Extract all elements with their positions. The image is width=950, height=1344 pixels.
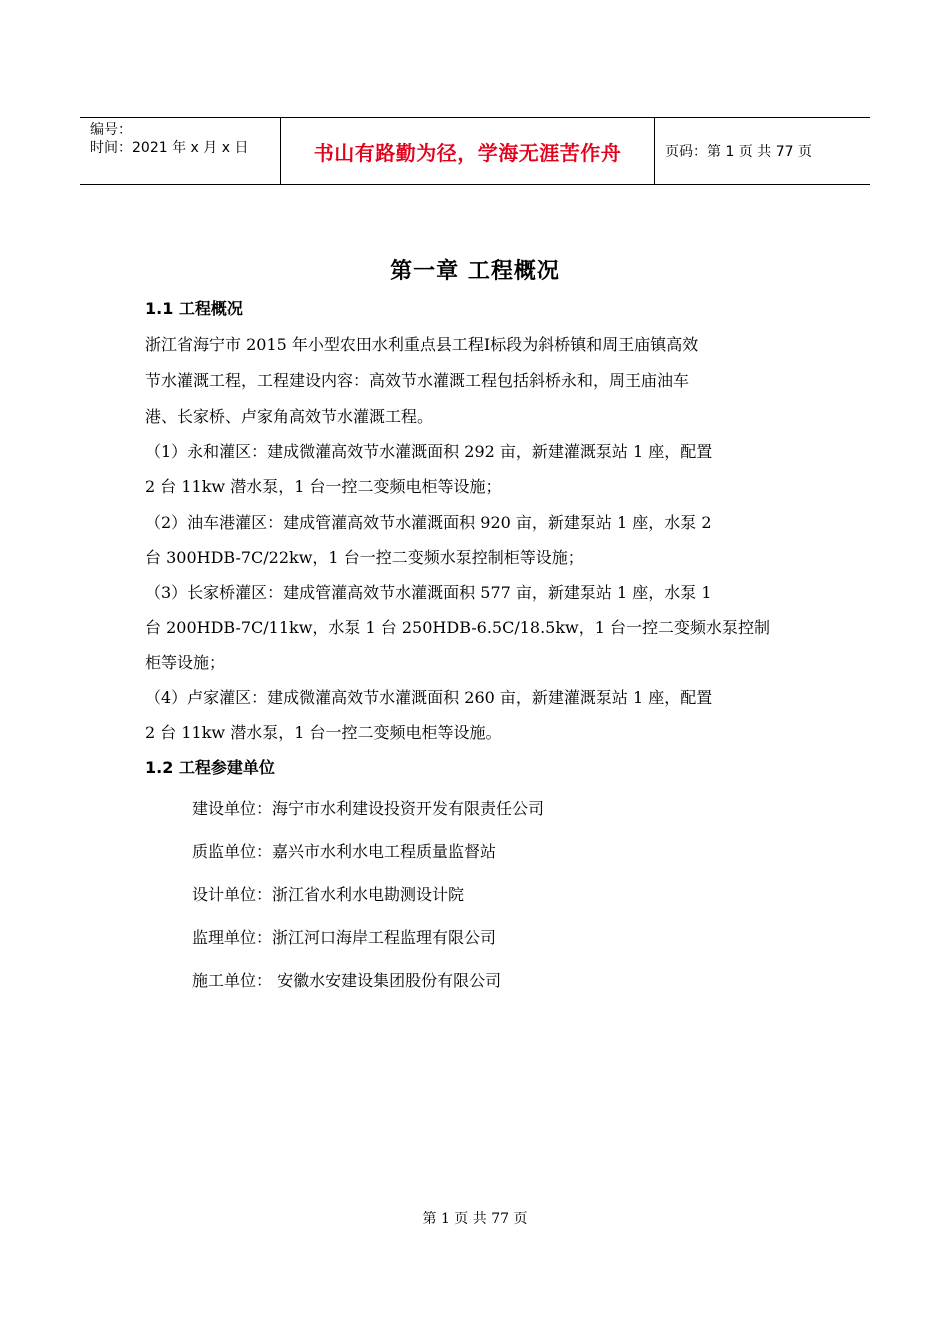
body-line: 浙江省海宁市 2015 年小型农田水利重点县工程Ⅰ标段为斜桥镇和周王庙镇高效 <box>145 335 699 354</box>
body-line: 2 台 11kw 潜水泵，1 台一控二变频电柜等设施。 <box>145 723 502 742</box>
header-motto: 书山有路勤为径，学海无涯苦作舟 <box>281 118 655 184</box>
unit-design: 设计单位：浙江省水利水电勘测设计院 <box>192 885 465 904</box>
unit-contractor: 施工单位： 安徽水安建设集团股份有限公司 <box>192 971 502 990</box>
body-line: （3）长家桥灌区：建成管灌高效节水灌溉面积 577 亩，新建泵站 1 座，水泵 1 <box>145 583 712 602</box>
header-meta <box>80 118 281 184</box>
unit-construction: 建设单位：海宁市水利建设投资开发有限责任公司 <box>192 799 545 818</box>
number-label: 编号： <box>90 122 132 138</box>
header-page-info: 页码：第 1 页 共 77 页 <box>665 144 812 160</box>
unit-supervision: 监理单位：浙江河口海岸工程监理有限公司 <box>192 928 497 947</box>
time-label: 时间：2021 年 x 月 x 日 <box>90 140 249 156</box>
document-header <box>80 117 870 185</box>
section-heading-1-2: 1.2 工程参建单位 <box>145 758 275 777</box>
body-line: （4）卢家灌区：建成微灌高效节水灌溉面积 260 亩，新建灌溉泵站 1 座，配置 <box>145 688 713 707</box>
body-line: 台 300HDB-7C/22kw，1 台一控二变频水泵控制柜等设施； <box>145 548 584 567</box>
body-line: 港、长家桥、卢家角高效节水灌溉工程。 <box>145 407 434 426</box>
unit-quality-supervision: 质监单位：嘉兴市水利水电工程质量监督站 <box>192 842 497 861</box>
body-line: （2）油车港灌区：建成管灌高效节水灌溉面积 920 亩，新建泵站 1 座，水泵 2 <box>145 513 712 532</box>
body-line: 柜等设施； <box>145 653 226 672</box>
page-footer: 第 1 页 共 77 页 <box>422 1211 528 1227</box>
body-line: 台 200HDB-7C/11kw，水泵 1 台 250HDB-6.5C/18.5kw，1 台一控二变频水泵控制 <box>145 618 771 637</box>
chapter-title: 第一章 工程概况 <box>390 258 560 284</box>
body-line: 节水灌溉工程，工程建设内容：高效节水灌溉工程包括斜桥永和，周王庙油车 <box>145 371 690 390</box>
body-line: 2 台 11kw 潜水泵，1 台一控二变频电柜等设施； <box>145 477 502 496</box>
body-line: （1）永和灌区：建成微灌高效节水灌溉面积 292 亩，新建灌溉泵站 1 座，配置 <box>145 442 713 461</box>
section-heading-1-1: 1.1 工程概况 <box>145 299 243 318</box>
